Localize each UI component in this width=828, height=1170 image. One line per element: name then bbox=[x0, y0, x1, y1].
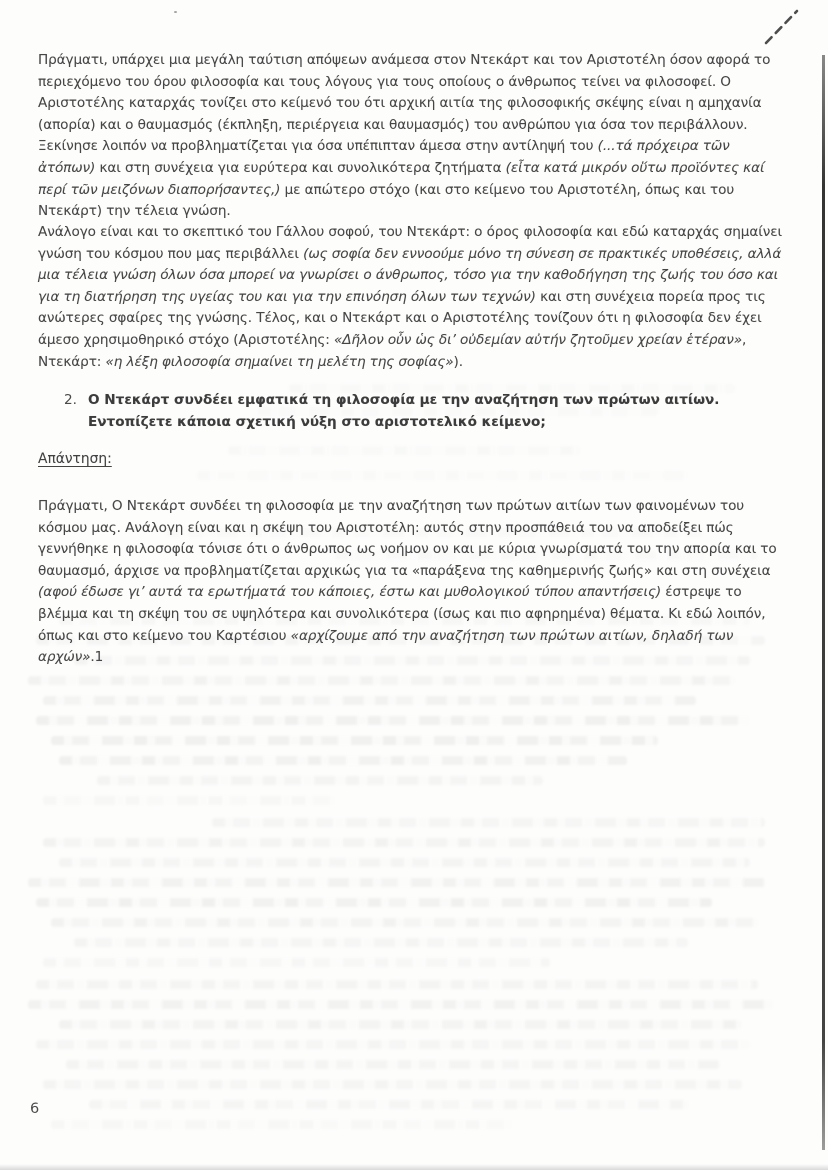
text-run: Ανάλογο είναι και το σκεπτικό του Γάλλου σοφού, του Ντεκάρτ: ο όρος φιλοσοφία και εδώ καταρχάς σημαίνει γνώση του κόσμου που μας περιβάλλει bbox=[38, 224, 782, 262]
question-number: 2. bbox=[64, 392, 77, 408]
text-run-italic-greek-quote: (...τά πρόχειρα τῶν ἀτόπων) bbox=[38, 138, 730, 176]
scan-edge-line bbox=[822, 55, 825, 1150]
question-item-2 bbox=[64, 390, 770, 434]
text-run-italic-descartes-quote: «αρχίζουμε από την αναζήτηση των πρώτων αιτίων, δηλαδή των αρχών» bbox=[38, 627, 734, 666]
text-run-italic-aristotle-quote: «Δῆλον οὖν ὡς δι’ οὐδεμίαν αὐτήν ζητοῦμεν χρείαν ἑτέραν» bbox=[333, 331, 743, 348]
page-number: 6 bbox=[30, 1101, 40, 1117]
pen-tick-mark bbox=[758, 4, 806, 50]
text-run-italic-parenthetical: (ως σοφία δεν εννοούμε μόνο τη σύνεση σε πρακτικές υποθέσεις, αλλά μια τέλεια γνώση όλων όσα μπορεί να γνωρίσει ο άνθρωπος, τόσο για την καθοδήγηση της ζωής του όσο και για τη διατήρηση της υγείας του και για την επινόηση όλων των τεχνών) bbox=[38, 245, 782, 305]
text-run: , Ντεκάρτ: bbox=[38, 331, 747, 370]
bleed-through-text-lower bbox=[28, 616, 796, 1129]
scan-bottom-shadow bbox=[0, 1164, 828, 1170]
scan-speck bbox=[174, 11, 177, 13]
text-run-italic-greek-quote: (εἶτα κατά μικρόν οὕτω προϊόντες καί περί τῶν μειζόνων διαπορήσαντες,) bbox=[38, 159, 765, 198]
answer-heading: Απάντηση: bbox=[38, 451, 112, 467]
text-run-italic-parenthetical: (αφού έδωσε γι’ αυτά τα ερωτήματά του κάποιες, έστω και μυθολογικού τύπου απαντήσεις) bbox=[38, 584, 662, 601]
text-run-footnote-ref: .1 bbox=[90, 649, 104, 666]
text-run: με απώτερο στόχο (και στο κείμενο του Αριστοτέλη, όπως και του Ντεκάρτ) την τέλεια γνώση. bbox=[38, 181, 735, 220]
text-run-italic-descartes-quote: «η λέξη φιλοσοφία σημαίνει τη μελέτη της σοφίας» bbox=[105, 353, 454, 370]
text-run: και στη συνέχεια πορεία προς τις ανώτερες σφαίρες της γνώσης. Τέλος, και ο Ντεκάρτ και ο Αριστοτέλης τονίζουν ότι η φιλοσοφία δεν έχει άμεσο χρησιμοθηρικό στόχο (Αριστοτέλης: bbox=[38, 288, 766, 348]
paragraph-answer bbox=[38, 496, 791, 669]
question-text: Ο Ντεκάρτ συνδέει εμφατικά τη φιλοσοφία με την αναζήτηση των πρώτων αιτίων. Εντοπίζετε κάποια σχετική νύξη στο αριστοτελικό κείμενο; bbox=[87, 392, 720, 430]
text-run: ). bbox=[453, 353, 463, 370]
text-run: Πράγματι, υπάρχει μια μεγάλη ταύτιση απόψεων ανάμεσα στον Ντεκάρτ και τον Αριστοτέλη όσον αφορά το περιεχόμενο του όρου φιλοσοφία και τους λόγους για τους οποίους ο άνθρωπος τείνει να φιλοσοφεί. Ο Αριστοτέλης καταρχάς τονίζει στο κείμενό του ότι αρχική αιτία της φιλοσοφικής σκέψης είναι η αμηχανία (απορία) και ο θαυμασμός (έκπληξη, περιέργεια και θαυμασμός) του ανθρώπου για όσα τον περιβάλλουν. Ξεκίνησε λοιπόν να προβληματίζεται για όσα υπέπιπταν άμεσα στην αντίληψή του bbox=[38, 52, 771, 155]
paragraph-intro-comparison bbox=[38, 50, 791, 223]
text-run: Πράγματι, Ο Ντεκάρτ συνδέει τη φιλοσοφία με την αναζήτηση των πρώτων αιτίων των φαινομένων του κόσμου μας. Ανάλογη είναι και η σκέψη του Αριστοτέλη: αυτός στην προσπάθειά του να αποδείξει πώς γεννήθηκε η φιλοσοφία τόνισε ότι ο άνθρωπος ως νοήμον ον και με κύρια γνωρίσματά του την απορία και το θαυμασμό, άρχισε να προβληματίζεται αρχικώς για τα «παράξενα της καθημερινής ζωής» και στη συνέχεια bbox=[38, 498, 777, 579]
paragraph-descartes-view bbox=[38, 222, 791, 373]
text-run: και στη συνέχεια για ευρύτερα και συνολικότερα ζητήματα bbox=[95, 159, 506, 176]
text-run: έστρεψε το βλέμμα και τη σκέψη του σε υψηλότερα και συνολικότερα (ίσως και πιο αφηρημένα) θέματα. Κι εδώ λοιπόν, όπως και στο κείμενο του Καρτέσιου bbox=[38, 584, 766, 644]
